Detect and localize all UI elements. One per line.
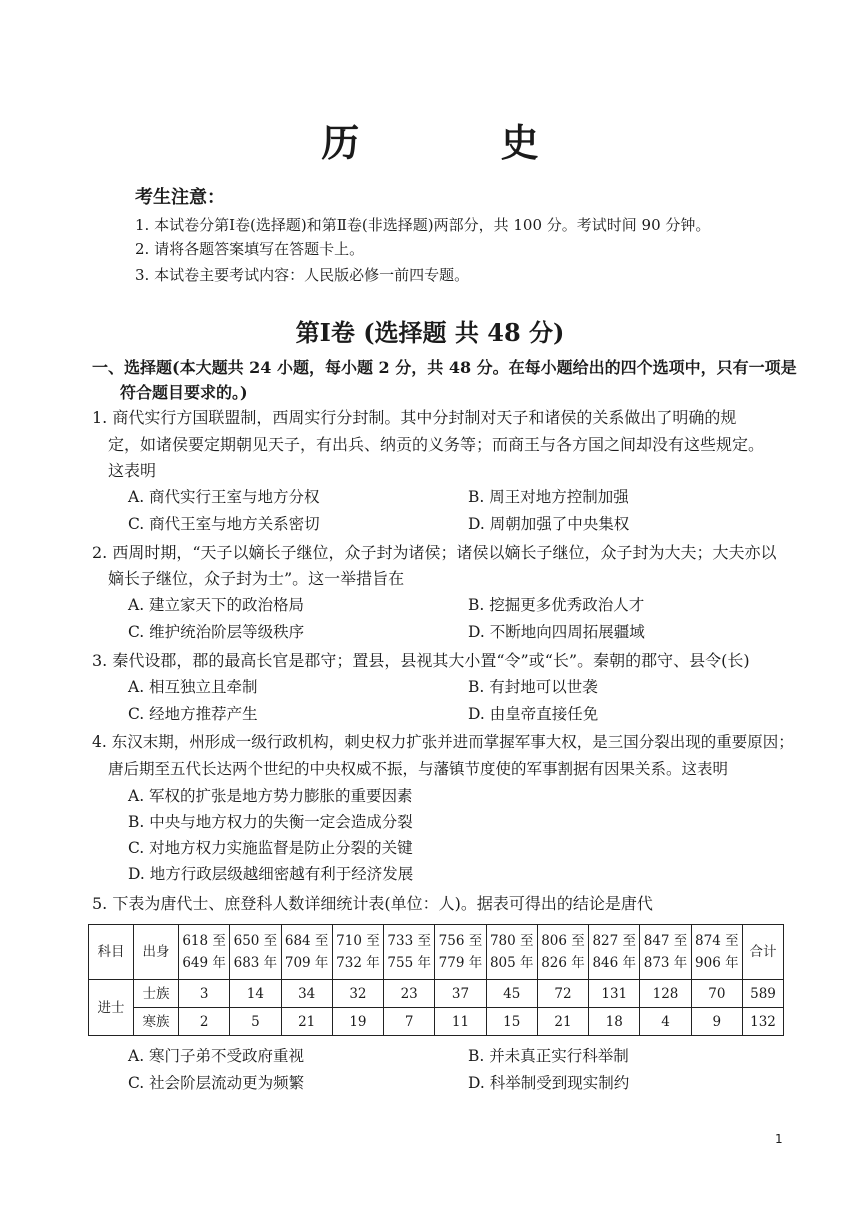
question-4-option-c: C. 对地方权力实施监督是防止分裂的关键 — [128, 839, 413, 857]
question-1-option-d: D. 周朝加强了中央集权 — [468, 515, 630, 533]
table-cell: 128 — [640, 980, 691, 1008]
table-cell: 11 — [435, 1008, 486, 1036]
table-cell: 21 — [281, 1008, 332, 1036]
data-table — [88, 924, 784, 1036]
table-cell: 37 — [435, 980, 486, 1008]
table-cell: 9 — [691, 1008, 742, 1036]
table-cell: 132 — [743, 1008, 784, 1036]
table-header-row — [89, 925, 784, 980]
table-cell: 寒族 — [134, 1008, 179, 1036]
question-1-option-c: C. 商代王室与地方关系密切 — [128, 515, 320, 533]
table-cell: 4 — [640, 1008, 691, 1036]
table-cell: 5 — [230, 1008, 281, 1036]
question-2-stem: 嫡长子继位，众子封为士”。这一举措旨在 — [108, 569, 405, 588]
question-5-stem: 5. 下表为唐代士、庶登科人数详细统计表(单位：人)。据表可得出的结论是唐代 — [92, 894, 653, 913]
table-cell: 70 — [691, 980, 742, 1008]
question-2-stem: 2. 西周时期，“天子以嫡长子继位，众子封为诸侯；诸侯以嫡长子继位，众子封为大夫；大夫亦以 — [92, 543, 777, 562]
table-header-cell: 出身 — [134, 925, 179, 980]
question-4-option-b: B. 中央与地方权力的失衡一定会造成分裂 — [128, 813, 413, 831]
question-2-option-b: B. 挖掘更多优秀政治人才 — [468, 596, 645, 614]
question-4-stem: 唐后期至五代长达两个世纪的中央权威不振，与藩镇节度使的军事割据有因果关系。这表明 — [108, 760, 729, 778]
table-header-cell: 874 至 906 年 — [691, 925, 742, 980]
question-5-option-c: C. 社会阶层流动更为频繁 — [128, 1074, 305, 1092]
section-instruction: 符合题目要求的。) — [120, 383, 248, 402]
table-header-cell: 合计 — [743, 925, 784, 980]
question-3-option-d: D. 由皇帝直接任免 — [468, 705, 599, 723]
question-1-option-a: A. 商代实行王室与地方分权 — [128, 488, 320, 506]
page-number: 1 — [775, 1132, 783, 1146]
table-cell: 2 — [179, 1008, 230, 1036]
table-header-cell: 827 至 846 年 — [589, 925, 640, 980]
table-header-cell: 733 至 755 年 — [384, 925, 435, 980]
table-row — [89, 1008, 784, 1036]
table-cell: 589 — [743, 980, 784, 1008]
table-header-cell: 847 至 873 年 — [640, 925, 691, 980]
question-4-option-d: D. 地方行政层级越细密越有利于经济发展 — [128, 865, 414, 883]
page-title: 历 史 — [321, 120, 603, 165]
question-3-option-b: B. 有封地可以世袭 — [468, 678, 598, 696]
question-2-option-c: C. 维护统治阶层等级秩序 — [128, 623, 305, 641]
question-2-option-a: A. 建立家天下的政治格局 — [128, 596, 305, 614]
question-5-option-d: D. 科举制受到现实制约 — [468, 1074, 630, 1092]
table-header-cell: 684 至 709 年 — [281, 925, 332, 980]
table-cell: 45 — [486, 980, 537, 1008]
question-4-option-a: A. 军权的扩张是地方势力膨胀的重要因素 — [128, 787, 413, 805]
question-3-stem: 3. 秦代设郡，郡的最高长官是郡守；置县，县视其大小置“令”或“长”。秦朝的郡守、县令(长) — [92, 651, 750, 670]
table-header-cell: 756 至 779 年 — [435, 925, 486, 980]
table-cell: 进士 — [89, 980, 134, 1036]
table-header-cell: 780 至 805 年 — [486, 925, 537, 980]
table-cell: 23 — [384, 980, 435, 1008]
table-header-cell: 618 至 649 年 — [179, 925, 230, 980]
table-row — [89, 980, 784, 1008]
table-cell: 72 — [537, 980, 588, 1008]
question-3-option-c: C. 经地方推荐产生 — [128, 705, 258, 723]
table-cell: 32 — [332, 980, 383, 1008]
question-1-stem: 定，如诸侯要定期朝见天子，有出兵、纳贡的义务等；而商王与各方国之间却没有这些规定。 — [108, 435, 765, 454]
question-2-option-d: D. 不断地向四周拓展疆域 — [468, 623, 645, 641]
question-5-option-a: A. 寒门子弟不受政府重视 — [128, 1047, 305, 1065]
table-cell: 131 — [589, 980, 640, 1008]
question-3-option-a: A. 相互独立且牵制 — [128, 678, 258, 696]
table-cell: 21 — [537, 1008, 588, 1036]
table-cell: 14 — [230, 980, 281, 1008]
table-header-cell: 650 至 683 年 — [230, 925, 281, 980]
section-heading: 第Ⅰ卷 (选择题 共 48 分) — [295, 318, 565, 347]
table-cell: 3 — [179, 980, 230, 1008]
question-4-stem: 4. 东汉末期，州形成一级行政机构，刺史权力扩张并进而掌握军事大权，是三国分裂出现的重要原因； — [92, 733, 794, 751]
table-header-cell: 科目 — [89, 925, 134, 980]
notice-heading: 考生注意： — [135, 187, 225, 208]
notice-item: 1. 本试卷分第Ⅰ卷(选择题)和第Ⅱ卷(非选择题)两部分，共 100 分。考试时间 90 分钟。 — [135, 216, 711, 234]
notice-item: 3. 本试卷主要考试内容：人民版必修一前四专题。 — [135, 266, 470, 284]
table-cell: 7 — [384, 1008, 435, 1036]
table-header-cell: 710 至 732 年 — [332, 925, 383, 980]
table-cell: 15 — [486, 1008, 537, 1036]
notice-item: 2. 请将各题答案填写在答题卡上。 — [135, 240, 365, 258]
table-cell: 19 — [332, 1008, 383, 1036]
question-1-stem: 1. 商代实行方国联盟制，西周实行分封制。其中分封制对天子和诸侯的关系做出了明确的规 — [92, 408, 737, 427]
question-5-option-b: B. 并未真正实行科举制 — [468, 1047, 629, 1065]
question-1-stem: 这表明 — [108, 461, 157, 480]
question-1-option-b: B. 周王对地方控制加强 — [468, 488, 629, 506]
table-header-cell: 806 至 826 年 — [537, 925, 588, 980]
table-cell: 士族 — [134, 980, 179, 1008]
section-instruction: 一、选择题(本大题共 24 小题，每小题 2 分，共 48 分。在每小题给出的四个选项中，只有一项是 — [92, 358, 797, 377]
table-cell: 18 — [589, 1008, 640, 1036]
table-cell: 34 — [281, 980, 332, 1008]
